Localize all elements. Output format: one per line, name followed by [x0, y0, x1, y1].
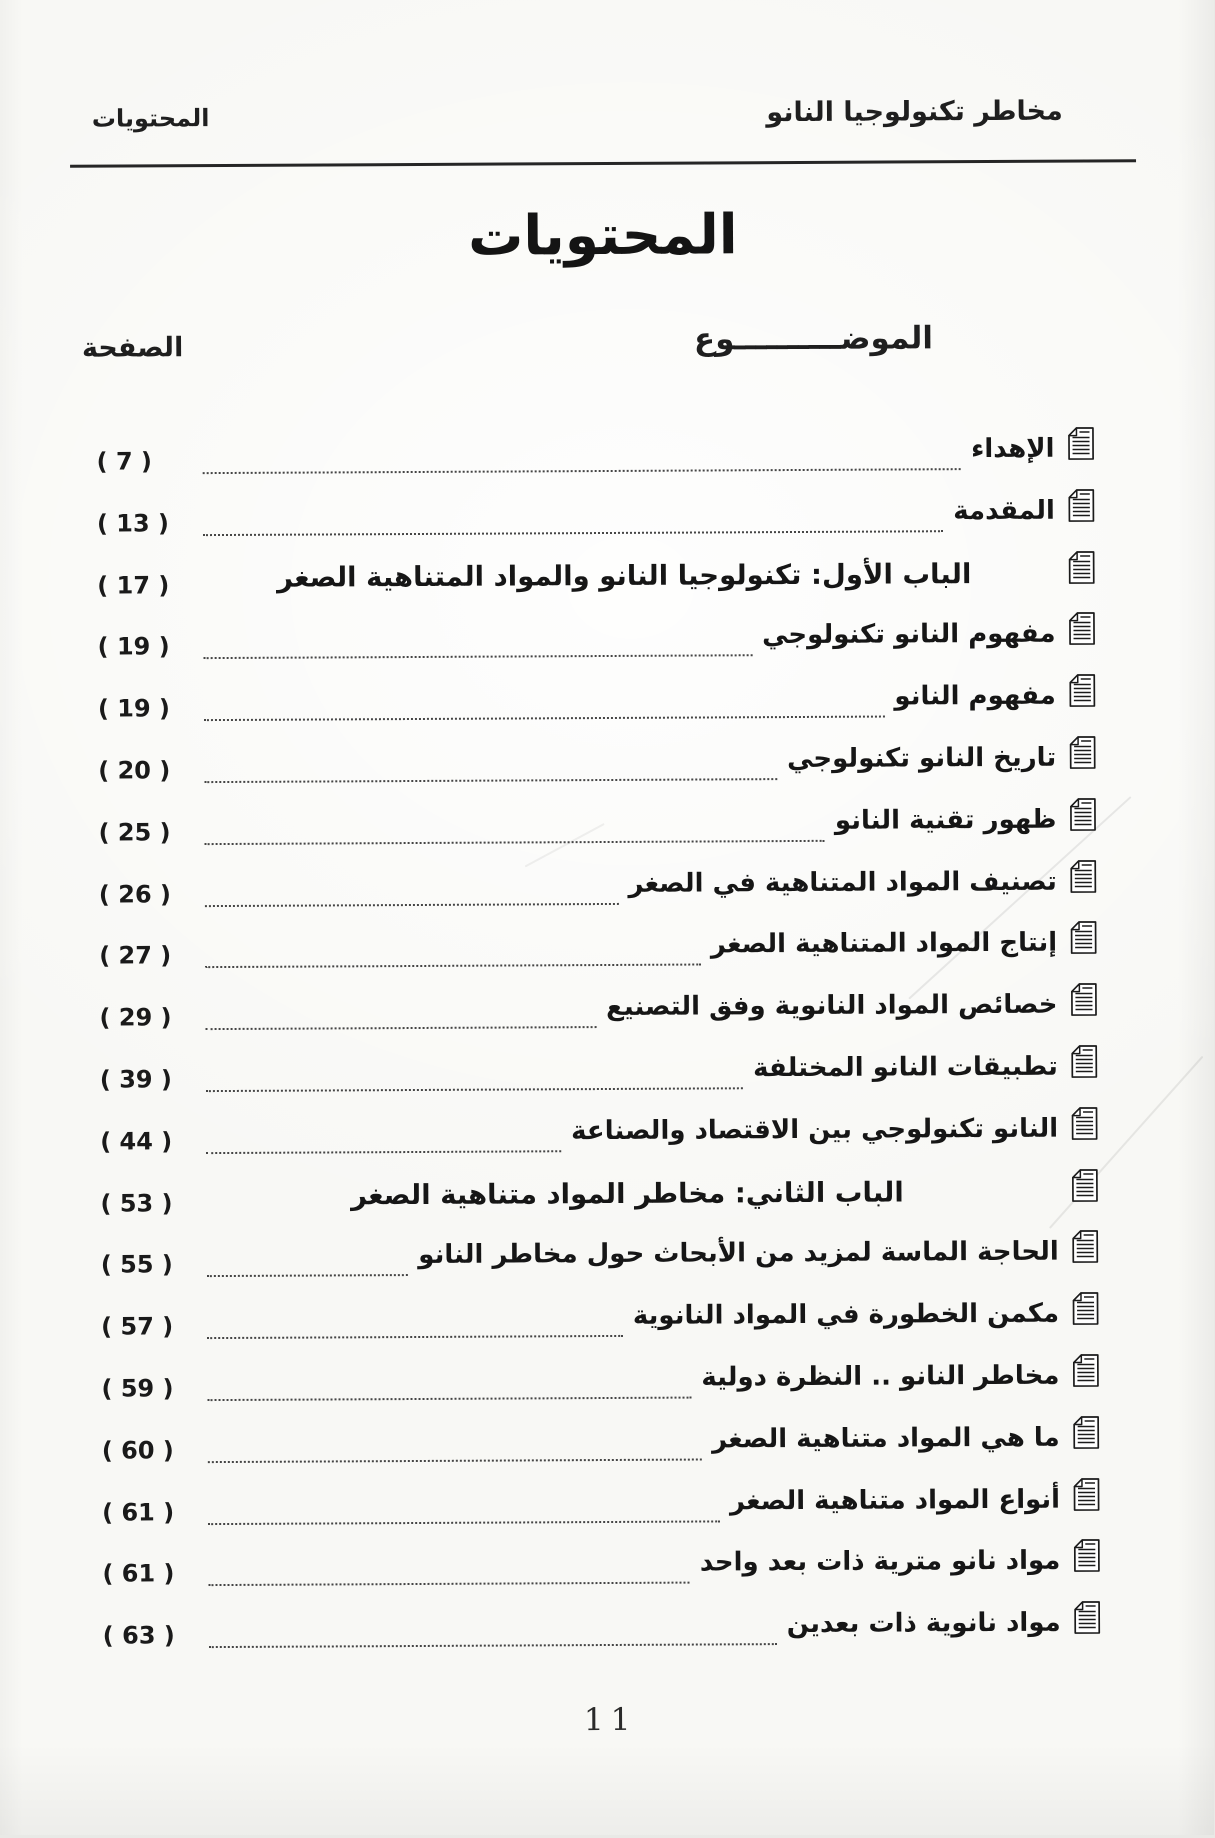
- document-icon: [1073, 1353, 1100, 1387]
- toc-entry-title: مخاطر النانو .. النظرة دولية: [702, 1361, 1060, 1393]
- document-icon: [1074, 1415, 1101, 1449]
- toc-entry-title: مفهوم النانو تكنولوجي: [763, 619, 1057, 651]
- toc-entry-title: تصنيف المواد المتناهية في الصغر: [629, 866, 1058, 898]
- document-icon: [1072, 1106, 1099, 1140]
- column-header-page: الصفحة: [83, 332, 184, 364]
- dotted-leader: [207, 1116, 562, 1154]
- document-icon: [1072, 1044, 1099, 1078]
- folio-page-number: 11: [4, 1699, 1215, 1741]
- toc-entry-row: [99, 730, 1097, 797]
- document-icon: [1068, 426, 1095, 460]
- toc-entry-page-number: ( 26 ): [100, 880, 196, 909]
- toc-entry-page-number: ( 19 ): [99, 633, 195, 662]
- toc-entry-row: [101, 1163, 1099, 1230]
- document-icon: [1071, 983, 1098, 1017]
- dotted-leader: [209, 1486, 721, 1525]
- toc-entry-page-number: ( 60 ): [103, 1436, 199, 1465]
- running-header-section-label: المحتويات: [93, 104, 211, 133]
- document-icon: [1071, 859, 1098, 893]
- toc-list: [97, 421, 1101, 1662]
- toc-entry-row: [100, 978, 1098, 1045]
- toc-entry-title: الباب الثاني: مخاطر المواد متناهية الصغر: [197, 1175, 1059, 1212]
- toc-entry-row: [98, 483, 1096, 550]
- document-icon: [1069, 488, 1096, 522]
- toc-entry-title: الحاجة الماسة لمزيد من الأبحاث حول مخاطر النانو: [419, 1237, 1060, 1270]
- dotted-leader: [205, 806, 826, 845]
- toc-entry-title: الإهداء: [972, 434, 1056, 464]
- toc-entry-row: [101, 1101, 1099, 1168]
- toc-entry-page-number: ( 17 ): [98, 571, 194, 600]
- dotted-leader: [203, 434, 962, 474]
- dotted-leader: [208, 1301, 624, 1339]
- toc-entry-title: مواد نانوية ذات بعدين: [788, 1608, 1062, 1639]
- dotted-leader: [206, 930, 702, 969]
- running-header: [71, 89, 1136, 155]
- toc-entry-page-number: ( 19 ): [99, 694, 195, 723]
- toc-entry-page-number: ( 29 ): [100, 1003, 196, 1032]
- dotted-leader: [205, 682, 886, 722]
- toc-entry-page-number: ( 59 ): [102, 1374, 198, 1403]
- toc-entry-title: مفهوم النانو: [895, 681, 1057, 712]
- document-icon: [1070, 735, 1097, 769]
- document-icon: [1071, 921, 1098, 955]
- dotted-leader: [207, 1053, 744, 1092]
- toc-entry-title: مكمن الخطورة في المواد النانوية: [634, 1299, 1060, 1331]
- column-header-subject: الموضــــــــــوع: [695, 320, 934, 357]
- document-icon: [1072, 1168, 1099, 1202]
- toc-entry-page-number: ( 61 ): [103, 1498, 199, 1527]
- toc-entry-page-number: ( 44 ): [101, 1127, 197, 1156]
- dotted-leader: [205, 744, 778, 783]
- document-icon: [1075, 1601, 1102, 1635]
- toc-entry-row: [99, 792, 1097, 859]
- toc-entry-page-number: ( 57 ): [102, 1312, 198, 1341]
- document-icon: [1074, 1539, 1101, 1573]
- page-title: المحتويات: [0, 200, 1212, 270]
- document-icon: [1070, 674, 1097, 708]
- dotted-leader: [204, 621, 753, 660]
- toc-entry-page-number: ( 20 ): [99, 756, 195, 785]
- toc-entry-row: [102, 1225, 1100, 1292]
- dotted-leader: [206, 992, 597, 1030]
- document-icon: [1074, 1477, 1101, 1511]
- header-rule: [71, 159, 1137, 168]
- toc-entry-page-number: ( 53 ): [101, 1189, 197, 1218]
- toc-entry-row: [102, 1348, 1100, 1415]
- toc-entry-page-number: ( 61 ): [103, 1559, 199, 1588]
- toc-entry-title: ما هي المواد متناهية الصغر: [713, 1422, 1061, 1454]
- toc-entry-page-number: ( 13 ): [98, 509, 194, 538]
- toc-entry-title: خصائص المواد النانوية وفق التصنيع: [607, 990, 1059, 1022]
- toc-entry-row: [98, 607, 1096, 674]
- toc-entry-page-number: ( 39 ): [101, 1065, 197, 1094]
- toc-entry-title: ظهور تقنية النانو: [836, 804, 1058, 835]
- document-icon: [1073, 1230, 1100, 1264]
- dotted-leader: [209, 1424, 703, 1463]
- toc-entry-row: [102, 1287, 1100, 1354]
- toc-entry-page-number: ( 25 ): [99, 818, 195, 847]
- dotted-leader: [206, 869, 620, 907]
- document-icon: [1070, 797, 1097, 831]
- toc-entry-row: [104, 1596, 1102, 1663]
- toc-entry-page-number: ( 7 ): [98, 447, 194, 476]
- dotted-leader: [204, 496, 944, 536]
- dotted-leader: [210, 1609, 778, 1648]
- document-icon: [1069, 612, 1096, 646]
- running-header-book-title: مخاطر تكنولوجيا النانو: [767, 96, 1064, 129]
- toc-entry-page-number: ( 63 ): [104, 1621, 200, 1650]
- toc-entry-row: [101, 1039, 1099, 1106]
- toc-entry-row: [98, 545, 1096, 612]
- toc-entry-row: [103, 1472, 1101, 1539]
- dotted-leader: [208, 1363, 692, 1402]
- toc-entry-title: الباب الأول: تكنولوجيا النانو والمواد المتناهية الصغر: [194, 557, 1056, 594]
- toc-entry-row: [99, 669, 1097, 736]
- toc-entry-row: [97, 421, 1095, 488]
- toc-entry-title: المقدمة: [954, 495, 1056, 526]
- dotted-leader: [209, 1548, 691, 1587]
- toc-entry-page-number: ( 55 ): [102, 1251, 198, 1280]
- toc-entry-row: [103, 1534, 1101, 1601]
- toc-entry-page-number: ( 27 ): [100, 942, 196, 971]
- toc-entry-row: [103, 1410, 1101, 1477]
- dotted-leader: [208, 1240, 410, 1277]
- toc-entry-row: [100, 916, 1098, 983]
- toc-entry-title: إنتاج المواد المتناهية الصغر: [712, 928, 1058, 960]
- document-icon: [1073, 1292, 1100, 1326]
- toc-entry-title: تاريخ النانو تكنولوجي: [788, 743, 1057, 774]
- toc-entry-title: مواد نانو مترية ذات بعد واحد: [701, 1546, 1062, 1578]
- document-icon: [1069, 550, 1096, 584]
- toc-entry-title: تطبيقات النانو المختلفة: [754, 1052, 1059, 1084]
- toc-entry-row: [100, 854, 1098, 921]
- toc-entry-title: النانو تكنولوجي بين الاقتصاد والصناعة: [572, 1113, 1059, 1146]
- toc-entry-title: أنواع المواد متناهية الصغر: [731, 1484, 1061, 1516]
